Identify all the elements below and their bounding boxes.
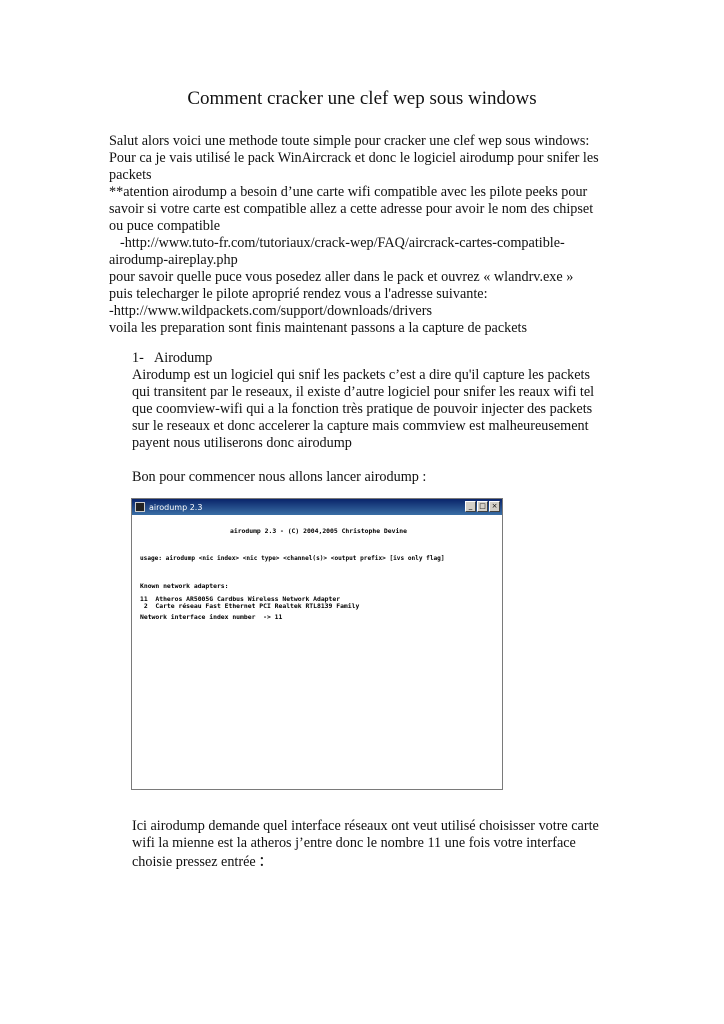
intro-line: packets	[109, 167, 152, 183]
document-title: Comment cracker une clef wep sous windows	[187, 88, 537, 109]
intro-paragraph	[109, 133, 629, 337]
console-adapter-2: 2 Carte réseau Fast Ethernet PCI Realtek RTL8139 Family	[140, 602, 360, 610]
caption-line: Ici airodump demande quel interface réseaux ont veut utilisé choisisser votre carte	[132, 818, 599, 834]
window-title: airodump 2.3	[149, 502, 203, 512]
section-line: payent nous utiliserons donc airodump	[132, 435, 352, 451]
intro-line: Pour ca je vais utilisé le pack WinAircrack et donc le logiciel airodump pour snifer les	[109, 150, 599, 166]
drivers-link[interactable]: -http://www.wildpackets.com/support/downloads/drivers	[109, 303, 432, 319]
section-title: Airodump	[154, 350, 213, 366]
compatibility-link-continued[interactable]: airodump-aireplay.php	[109, 252, 238, 268]
console-prompt: Network interface index number -> 11	[140, 613, 283, 621]
close-icon: ×	[489, 501, 500, 512]
section-airodump	[132, 350, 632, 486]
intro-line: savoir si votre carte est compatible allez a cette adresse pour avoir le nom des chipset	[109, 201, 594, 217]
intro-line: Salut alors voici une methode toute simple pour cracker une clef wep sous windows:	[109, 133, 590, 149]
intro-line: pour savoir quelle puce vous posedez aller dans le pack et ouvrez « wlandrv.exe »	[109, 269, 574, 285]
airodump-window-screenshot	[131, 498, 503, 790]
caption-last-line	[132, 852, 632, 871]
console-app-icon	[135, 502, 145, 512]
minimize-icon: _	[465, 501, 476, 512]
caption-colon: :	[259, 850, 265, 871]
section-line: sur le reseaux et donc accelerer la capture mais commview est malheureusement	[132, 418, 589, 434]
section-number: 1-	[132, 350, 144, 366]
section-line: qui transitent par le reseaux, il existe d’autre logiciel pour snifer les reaux wifi tel	[132, 384, 595, 400]
console-known-adapters: Known network adapters:	[140, 582, 229, 590]
console-banner: airodump 2.3 - (C) 2004,2005 Christophe Devine	[230, 527, 407, 535]
caption-paragraph	[132, 818, 632, 871]
intro-line: voila les preparation sont finis maintenant passons a la capture de packets	[109, 320, 528, 336]
caption-last-text: choisie pressez entrée	[132, 854, 260, 870]
console-usage: usage: airodump <nic index> <nic type> <channel(s)> <output prefix> [ivs only flag]	[140, 555, 445, 562]
compatibility-link[interactable]: -http://www.tuto-fr.com/tutoriaux/crack-wep/FAQ/aircrack-cartes-compatible-	[120, 235, 565, 251]
section-line: Airodump est un logiciel qui snif les packets c’est a dire qu'il capture les packets	[132, 367, 590, 383]
launch-text: Bon pour commencer nous allons lancer airodump :	[132, 469, 427, 485]
intro-line: puis telecharger le pilote aproprié rendez vous a l'adresse suivante:	[109, 286, 488, 302]
intro-line: ou puce compatible	[109, 218, 221, 234]
intro-line: **atention airodump a besoin d’une carte wifi compatible avec les pilote peeks pour	[109, 184, 588, 200]
maximize-icon: □	[477, 501, 488, 512]
section-line: que coomview-wifi qui a la fonction très pratique de pouvoir injecter des packets	[132, 401, 593, 417]
caption-line: wifi la mienne est la atheros j’entre donc le nombre 11 une fois votre interface	[132, 835, 576, 851]
window-titlebar	[132, 499, 502, 515]
console-adapter-1: 11 Atheros AR5005G Cardbus Wireless Network Adapter	[140, 595, 341, 603]
window-controls	[465, 501, 500, 512]
console-output	[132, 515, 502, 789]
section-heading	[132, 350, 632, 367]
